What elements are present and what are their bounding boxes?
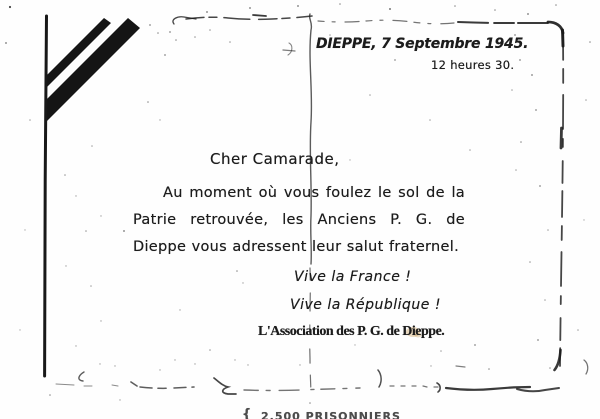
- dateline-place-date: DIEPPE, 7 Septembre 1945.: [316, 36, 529, 52]
- body-line-1: Au moment où vous foulez le sol de la: [163, 185, 465, 201]
- association-signature: L'Association des P. G. de Dieppe.: [258, 324, 445, 339]
- body-line-3: Dieppe vous adressent leur salut fraternel.: [133, 239, 459, 255]
- slogan-vive-la-france: Vive la France !: [294, 269, 412, 285]
- bottom-caption-brace: {: [242, 407, 252, 419]
- salutation: Cher Camarade,: [210, 150, 340, 168]
- body-line-2: Patrie retrouvée, les Anciens P. G. de: [133, 212, 465, 228]
- slogan-vive-la-republique: Vive la République !: [290, 297, 441, 313]
- fold-line-crease: [283, 14, 311, 398]
- bottom-caption-partial-text: 2.500 PRISONNIERS: [261, 410, 401, 419]
- dateline-time: 12 heures 30.: [431, 58, 515, 72]
- mourning-corner-stripes-icon: [46, 18, 140, 122]
